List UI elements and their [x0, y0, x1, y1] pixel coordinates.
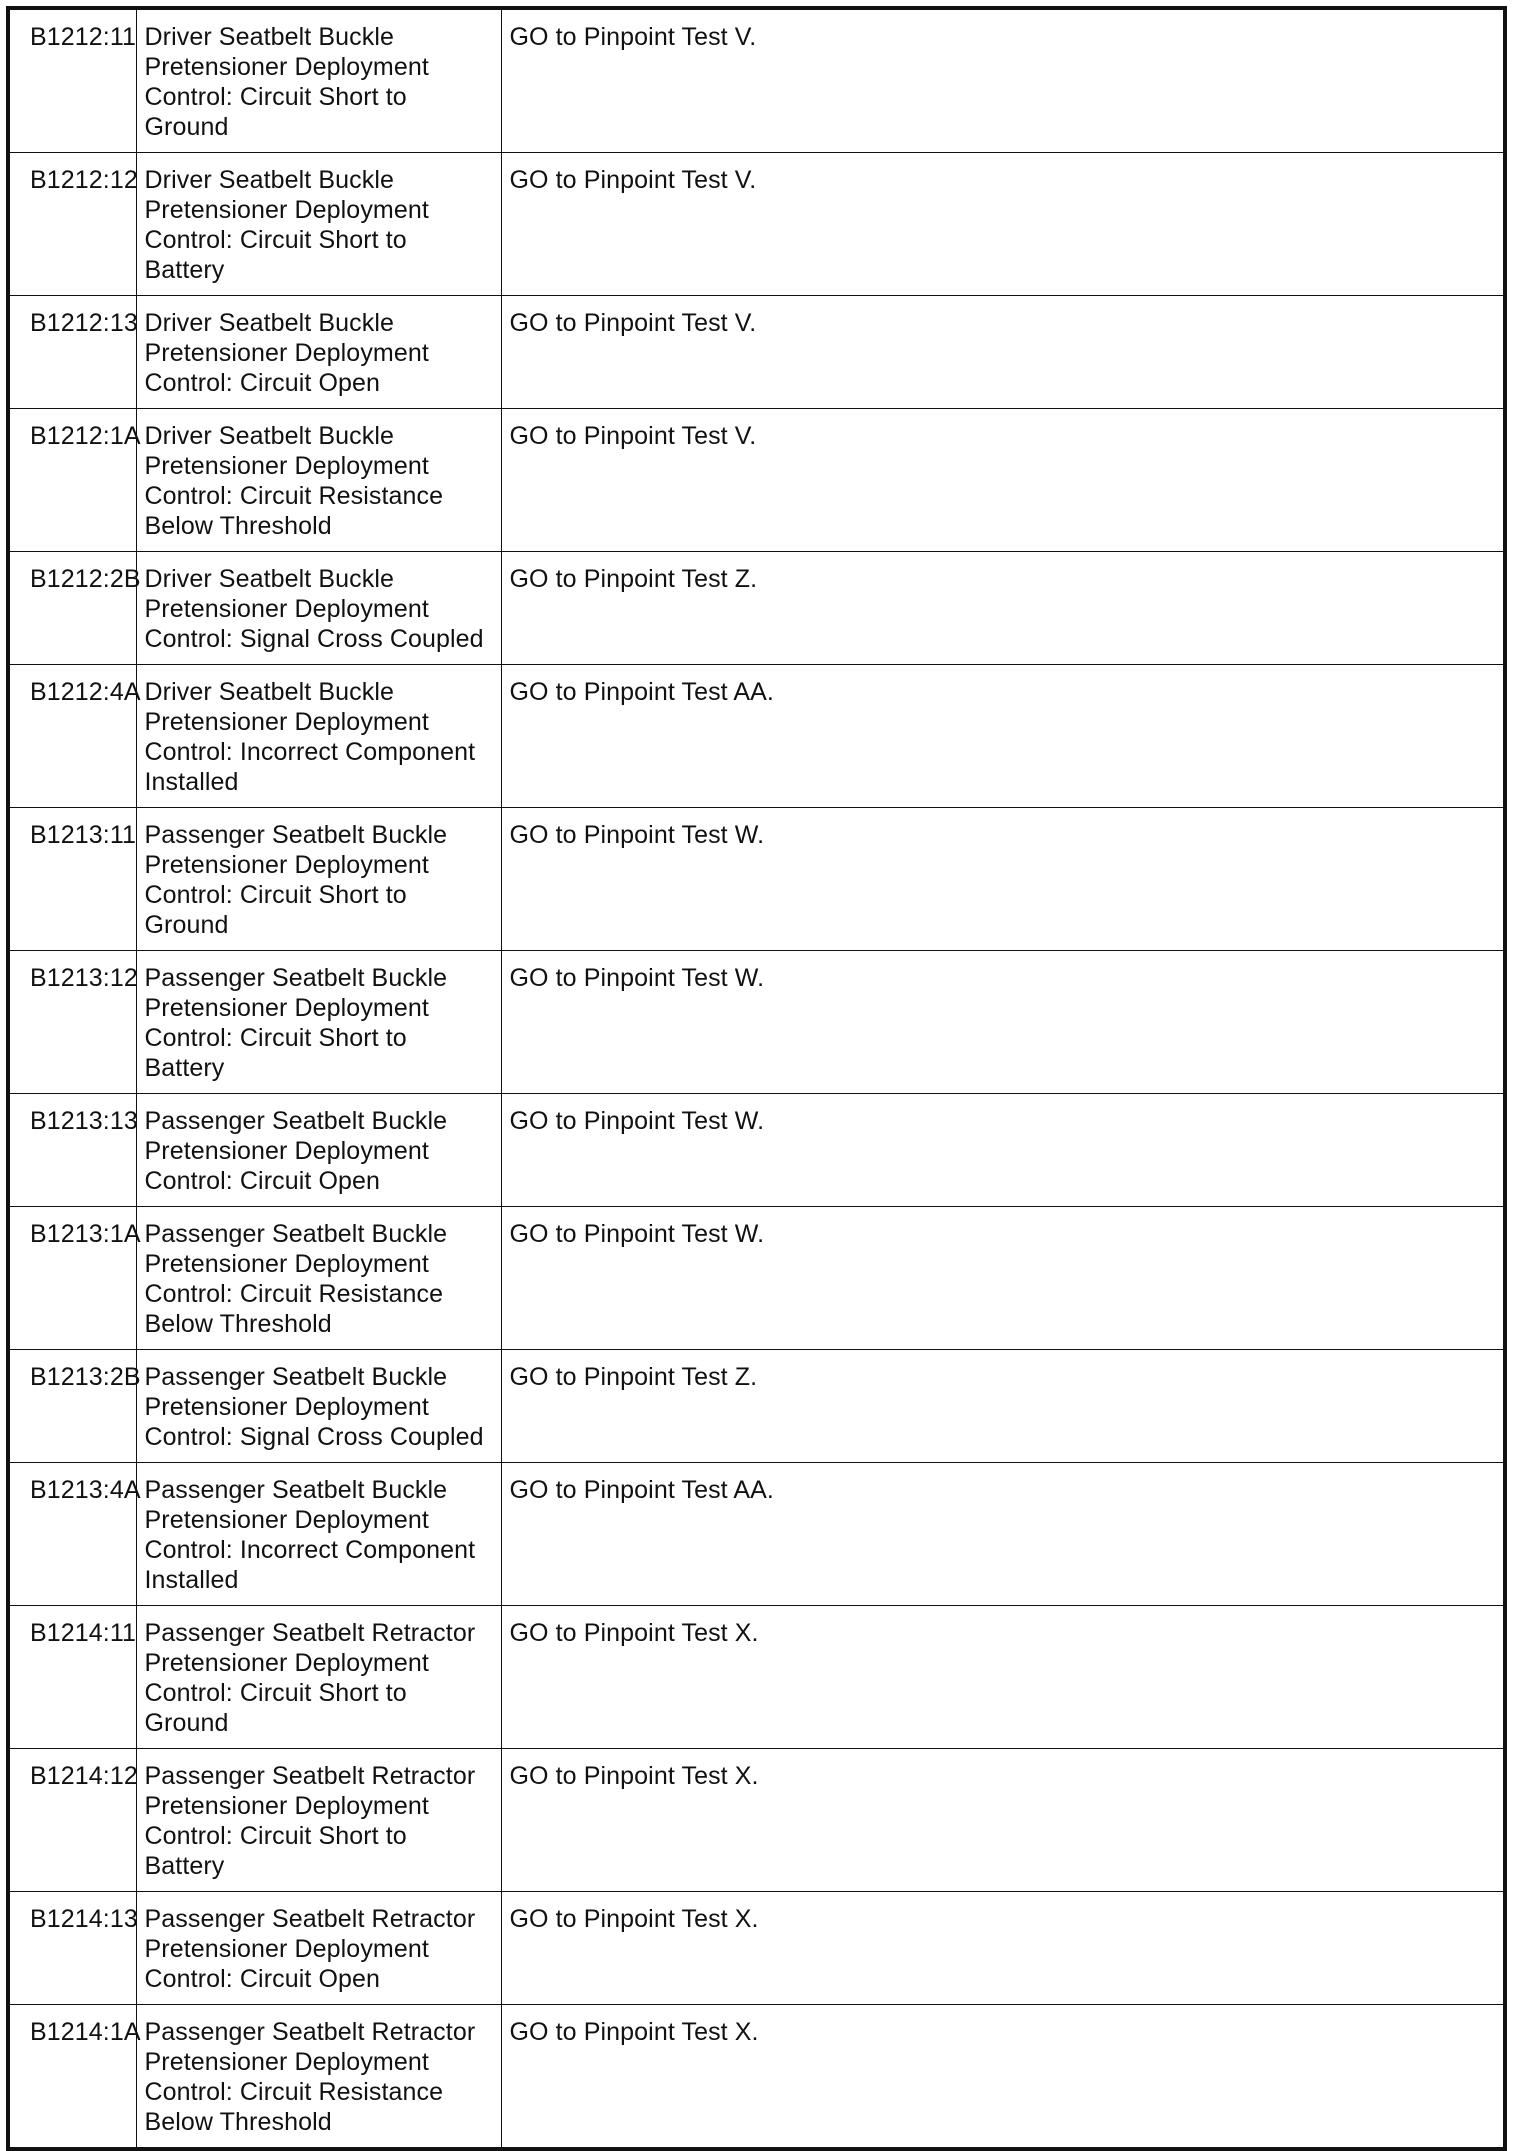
dtc-description-cell: Passenger Seatbelt Retractor Pretensioner Deployment Control: Circuit Open	[136, 1892, 501, 2005]
dtc-action-cell: GO to Pinpoint Test AA.	[501, 665, 1505, 808]
dtc-action-cell: GO to Pinpoint Test W.	[501, 1207, 1505, 1350]
dtc-action-cell: GO to Pinpoint Test X.	[501, 1749, 1505, 1892]
table-row	[8, 808, 1505, 951]
dtc-code-cell: B1214:12	[8, 1749, 136, 1892]
table-row	[8, 1350, 1505, 1463]
dtc-action-cell: GO to Pinpoint Test V.	[501, 409, 1505, 552]
dtc-action-cell: GO to Pinpoint Test W.	[501, 1094, 1505, 1207]
dtc-description-cell: Driver Seatbelt Buckle Pretensioner Deployment Control: Signal Cross Coupled	[136, 552, 501, 665]
dtc-action-cell: GO to Pinpoint Test Z.	[501, 552, 1505, 665]
dtc-code-cell: B1213:1A	[8, 1207, 136, 1350]
table-row	[8, 2005, 1505, 2150]
dtc-code-cell: B1212:13	[8, 296, 136, 409]
dtc-action-cell: GO to Pinpoint Test V.	[501, 153, 1505, 296]
dtc-description-cell: Passenger Seatbelt Retractor Pretensioner Deployment Control: Circuit Short to Battery	[136, 1749, 501, 1892]
dtc-description-cell: Driver Seatbelt Buckle Pretensioner Deployment Control: Circuit Resistance Below Threshold	[136, 409, 501, 552]
dtc-action-cell: GO to Pinpoint Test X.	[501, 1892, 1505, 2005]
table-row	[8, 951, 1505, 1094]
dtc-code-cell: B1212:11	[8, 8, 136, 153]
table-row	[8, 409, 1505, 552]
dtc-code-cell: B1212:4A	[8, 665, 136, 808]
dtc-table-body	[8, 8, 1505, 2149]
dtc-code-cell: B1213:12	[8, 951, 136, 1094]
table-row	[8, 296, 1505, 409]
dtc-description-cell: Passenger Seatbelt Buckle Pretensioner Deployment Control: Incorrect Component Installed	[136, 1463, 501, 1606]
dtc-code-cell: B1213:13	[8, 1094, 136, 1207]
dtc-description-cell: Passenger Seatbelt Buckle Pretensioner Deployment Control: Circuit Resistance Below Threshold	[136, 1207, 501, 1350]
table-row	[8, 153, 1505, 296]
dtc-description-cell: Driver Seatbelt Buckle Pretensioner Deployment Control: Circuit Short to Ground	[136, 8, 501, 153]
dtc-description-cell: Passenger Seatbelt Buckle Pretensioner Deployment Control: Circuit Short to Battery	[136, 951, 501, 1094]
dtc-code-cell: B1213:11	[8, 808, 136, 951]
dtc-description-cell: Passenger Seatbelt Buckle Pretensioner Deployment Control: Circuit Open	[136, 1094, 501, 1207]
dtc-action-cell: GO to Pinpoint Test Z.	[501, 1350, 1505, 1463]
dtc-action-cell: GO to Pinpoint Test V.	[501, 8, 1505, 153]
dtc-description-cell: Driver Seatbelt Buckle Pretensioner Deployment Control: Circuit Short to Battery	[136, 153, 501, 296]
dtc-code-cell: B1212:1A	[8, 409, 136, 552]
table-row	[8, 1892, 1505, 2005]
dtc-action-cell: GO to Pinpoint Test W.	[501, 808, 1505, 951]
dtc-code-cell: B1214:11	[8, 1606, 136, 1749]
dtc-description-cell: Passenger Seatbelt Retractor Pretensioner Deployment Control: Circuit Short to Ground	[136, 1606, 501, 1749]
dtc-action-cell: GO to Pinpoint Test AA.	[501, 1463, 1505, 1606]
dtc-description-cell: Driver Seatbelt Buckle Pretensioner Deployment Control: Incorrect Component Installed	[136, 665, 501, 808]
dtc-code-cell: B1212:2B	[8, 552, 136, 665]
table-row	[8, 8, 1505, 153]
table-row	[8, 1749, 1505, 1892]
dtc-action-cell: GO to Pinpoint Test V.	[501, 296, 1505, 409]
dtc-description-cell: Passenger Seatbelt Retractor Pretensioner Deployment Control: Circuit Resistance Below Threshold	[136, 2005, 501, 2150]
table-row	[8, 665, 1505, 808]
dtc-action-cell: GO to Pinpoint Test X.	[501, 2005, 1505, 2150]
table-row	[8, 552, 1505, 665]
dtc-action-cell: GO to Pinpoint Test X.	[501, 1606, 1505, 1749]
dtc-code-cell: B1213:4A	[8, 1463, 136, 1606]
dtc-description-cell: Passenger Seatbelt Buckle Pretensioner Deployment Control: Signal Cross Coupled	[136, 1350, 501, 1463]
dtc-table	[6, 6, 1507, 2151]
table-row	[8, 1606, 1505, 1749]
dtc-code-cell: B1213:2B	[8, 1350, 136, 1463]
dtc-code-cell: B1212:12	[8, 153, 136, 296]
table-row	[8, 1094, 1505, 1207]
table-row	[8, 1207, 1505, 1350]
dtc-code-cell: B1214:1A	[8, 2005, 136, 2150]
dtc-description-cell: Driver Seatbelt Buckle Pretensioner Deployment Control: Circuit Open	[136, 296, 501, 409]
dtc-action-cell: GO to Pinpoint Test W.	[501, 951, 1505, 1094]
dtc-code-cell: B1214:13	[8, 1892, 136, 2005]
dtc-description-cell: Passenger Seatbelt Buckle Pretensioner Deployment Control: Circuit Short to Ground	[136, 808, 501, 951]
table-row	[8, 1463, 1505, 1606]
